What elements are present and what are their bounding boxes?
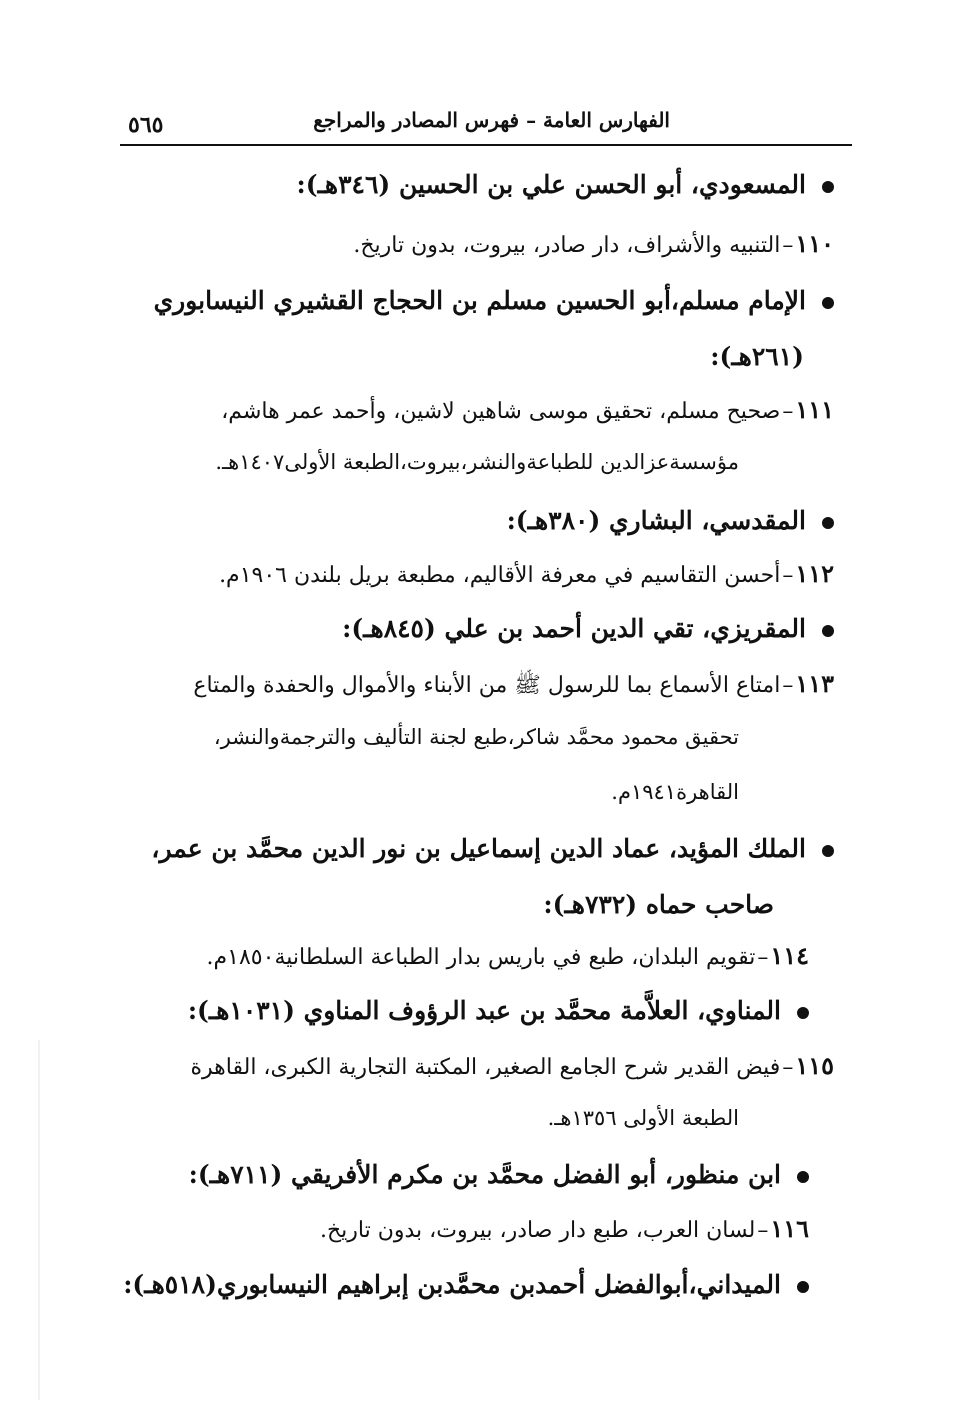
entry-continuation — [214, 727, 739, 748]
entry-dash: – — [782, 1055, 794, 1080]
author-text: المقدسي، البشاري (٣٨٠هـ): — [506, 506, 806, 535]
bullet-icon — [822, 845, 834, 857]
entry-number: ١١٤ — [770, 941, 809, 970]
entry-text: مؤسسةعزالدين للطباعةوالنشر،بيروت،الطبعة الأولى١٤٠٧هـ. — [215, 450, 739, 474]
author-text: الملك المؤيد، عماد الدين إسماعيل بن نور الدين محمَّد بن عمر، — [151, 834, 806, 863]
entry-number: ١١١ — [795, 395, 834, 424]
bullet-icon — [797, 1281, 809, 1293]
author-heading-maydani — [123, 1272, 809, 1297]
page-number: ٥٦٥ — [128, 112, 164, 138]
author-heading-ibn-manzur — [189, 1162, 809, 1187]
entry-dash: – — [757, 1218, 769, 1243]
author-text: المناوي، العلاَّمة محمَّد بن عبد الرؤوف المناوي (١٠٣١هـ): — [187, 996, 781, 1025]
bullet-icon — [822, 297, 834, 309]
author-heading-maqdisi — [507, 508, 834, 533]
entry-dash: – — [757, 945, 769, 970]
entry-text: صحيح مسلم، تحقيق موسى شاهين لاشين، وأحمد عمر هاشم، — [221, 399, 781, 424]
entry-dash: – — [782, 563, 794, 588]
entry-112 — [219, 559, 834, 588]
bullet-icon — [822, 517, 834, 529]
bullet-icon — [822, 625, 834, 637]
author-heading-continuation — [710, 344, 804, 369]
entry-dash: – — [782, 673, 794, 698]
author-heading-masudi — [297, 172, 834, 197]
author-heading-muayyad — [151, 836, 834, 861]
entry-dash: – — [782, 233, 794, 258]
entry-number: ١١٥ — [795, 1051, 834, 1080]
page-header — [120, 100, 852, 146]
entry-continuation — [611, 782, 739, 803]
author-text: الميداني،أبوالفضل أحمدبن محمَّدبن إبراهيم النيسابوري(٥١٨هـ): — [123, 1270, 781, 1299]
header-title: الفهارس العامة – فهرس المصادر والمراجع — [313, 108, 670, 132]
author-text: (٢٦١هـ): — [710, 342, 804, 371]
bullet-icon — [797, 1171, 809, 1183]
author-heading-continuation — [543, 892, 774, 917]
entry-number: ١١٢ — [795, 559, 834, 588]
author-heading-muslim — [154, 288, 834, 313]
entry-114 — [206, 941, 809, 970]
entry-text: لسان العرب، طبع دار صادر، بيروت، بدون تاريخ. — [319, 1218, 756, 1243]
entry-116 — [319, 1214, 809, 1243]
author-heading-maqrizi — [342, 616, 834, 641]
bullet-icon — [822, 181, 834, 193]
bullet-icon — [797, 1007, 809, 1019]
author-text: المقريزي، تقي الدين أحمد بن علي (٨٤٥هـ): — [342, 614, 806, 643]
entry-111 — [221, 395, 834, 424]
entry-dash: – — [782, 399, 794, 424]
entry-number: ١١٠ — [795, 229, 834, 258]
author-text: الإمام مسلم،أبو الحسين مسلم بن الحجاج القشيري النيسابوري — [153, 286, 806, 315]
entry-115 — [190, 1051, 834, 1080]
entry-number: ١١٦ — [770, 1214, 809, 1243]
entry-113 — [193, 669, 834, 698]
entry-text: تحقيق محمود محمَّد شاكر،طبع لجنة التأليف والترجمةوالنشر، — [213, 725, 739, 749]
entry-text: أحسن التقاسيم في معرفة الأقاليم، مطبعة بريل بلندن ١٩٠٦م. — [219, 563, 781, 588]
entry-text: امتاع الأسماع بما للرسول ﷺ من الأبناء والأموال والحفدة والمتاع — [193, 673, 781, 698]
entry-number: ١١٣ — [795, 669, 834, 698]
entry-110 — [353, 229, 834, 258]
entry-text: الطبعة الأولى ١٣٥٦هـ. — [547, 1106, 739, 1130]
entry-text: فيض القدير شرح الجامع الصغير، المكتبة التجارية الكبرى، القاهرة — [190, 1055, 781, 1080]
entry-continuation — [215, 452, 739, 473]
entry-text: التنبيه والأشراف، دار صادر، بيروت، بدون تاريخ. — [353, 233, 781, 258]
author-text: صاحب حماه (٧٣٢هـ): — [543, 890, 774, 919]
entry-text: القاهرة١٩٤١م. — [611, 780, 739, 804]
page-edge-shadow — [38, 1040, 40, 1400]
author-text: ابن منظور، أبو الفضل محمَّد بن مكرم الأفريقي (٧١١هـ): — [188, 1160, 781, 1189]
author-text: المسعودي، أبو الحسن علي بن الحسين (٣٤٦هـ): — [296, 170, 806, 199]
entry-continuation — [548, 1108, 739, 1129]
entry-text: تقويم البلدان، طبع في باريس بدار الطباعة السلطانية١٨٥٠م. — [206, 945, 756, 970]
author-heading-munawi — [188, 998, 809, 1023]
